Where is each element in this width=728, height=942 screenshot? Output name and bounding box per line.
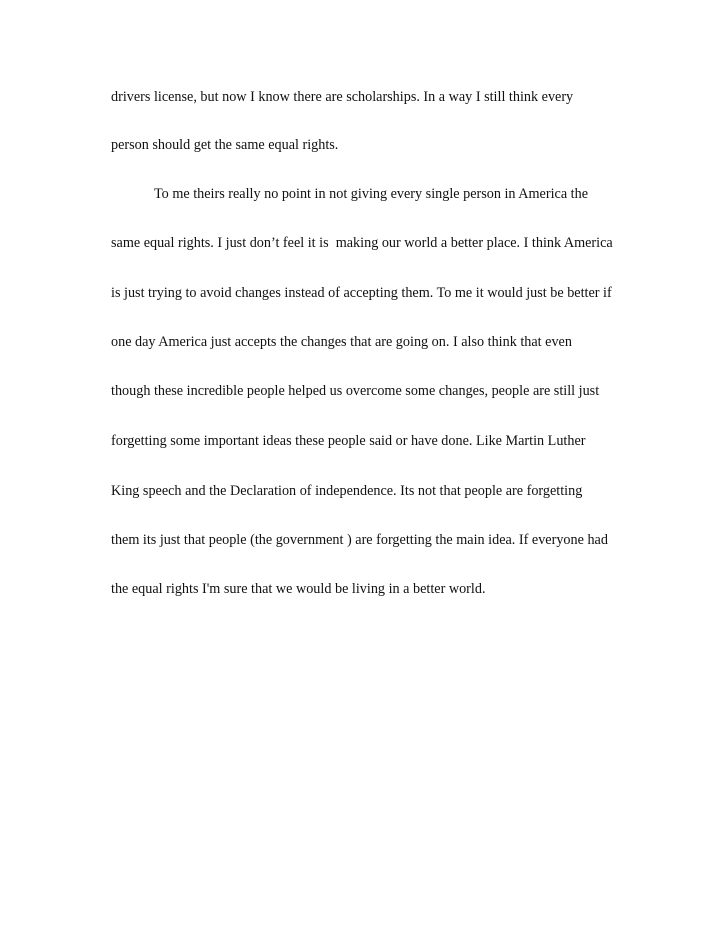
text-line-6: one day America just accepts the changes that are going on. I also think that even bbox=[111, 334, 572, 350]
text-line-8: forgetting some important ideas these people said or have done. Like Martin Luther bbox=[111, 433, 586, 449]
text-line-1: drivers license, but now I know there are scholarships. In a way I still think every bbox=[111, 89, 574, 105]
text-line-10: them its just that people (the government ) are forgetting the main idea. If everyone had bbox=[111, 532, 608, 548]
text-line-4: same equal rights. I just don’t feel it is making our world a better place. I think America bbox=[111, 235, 613, 251]
text-line-7: though these incredible people helped us overcome some changes, people are still just bbox=[111, 383, 600, 399]
text-line-3-paragraph-start: To me theirs really no point in not giving every single person in America the bbox=[154, 186, 588, 202]
text-line-9: King speech and the Declaration of independence. Its not that people are forgetting bbox=[111, 483, 583, 499]
text-line-2: person should get the same equal rights. bbox=[111, 137, 339, 153]
text-line-5: is just trying to avoid changes instead of accepting them. To me it would just be better if bbox=[111, 285, 612, 301]
text-line-11: the equal rights I'm sure that we would be living in a better world. bbox=[111, 581, 486, 597]
